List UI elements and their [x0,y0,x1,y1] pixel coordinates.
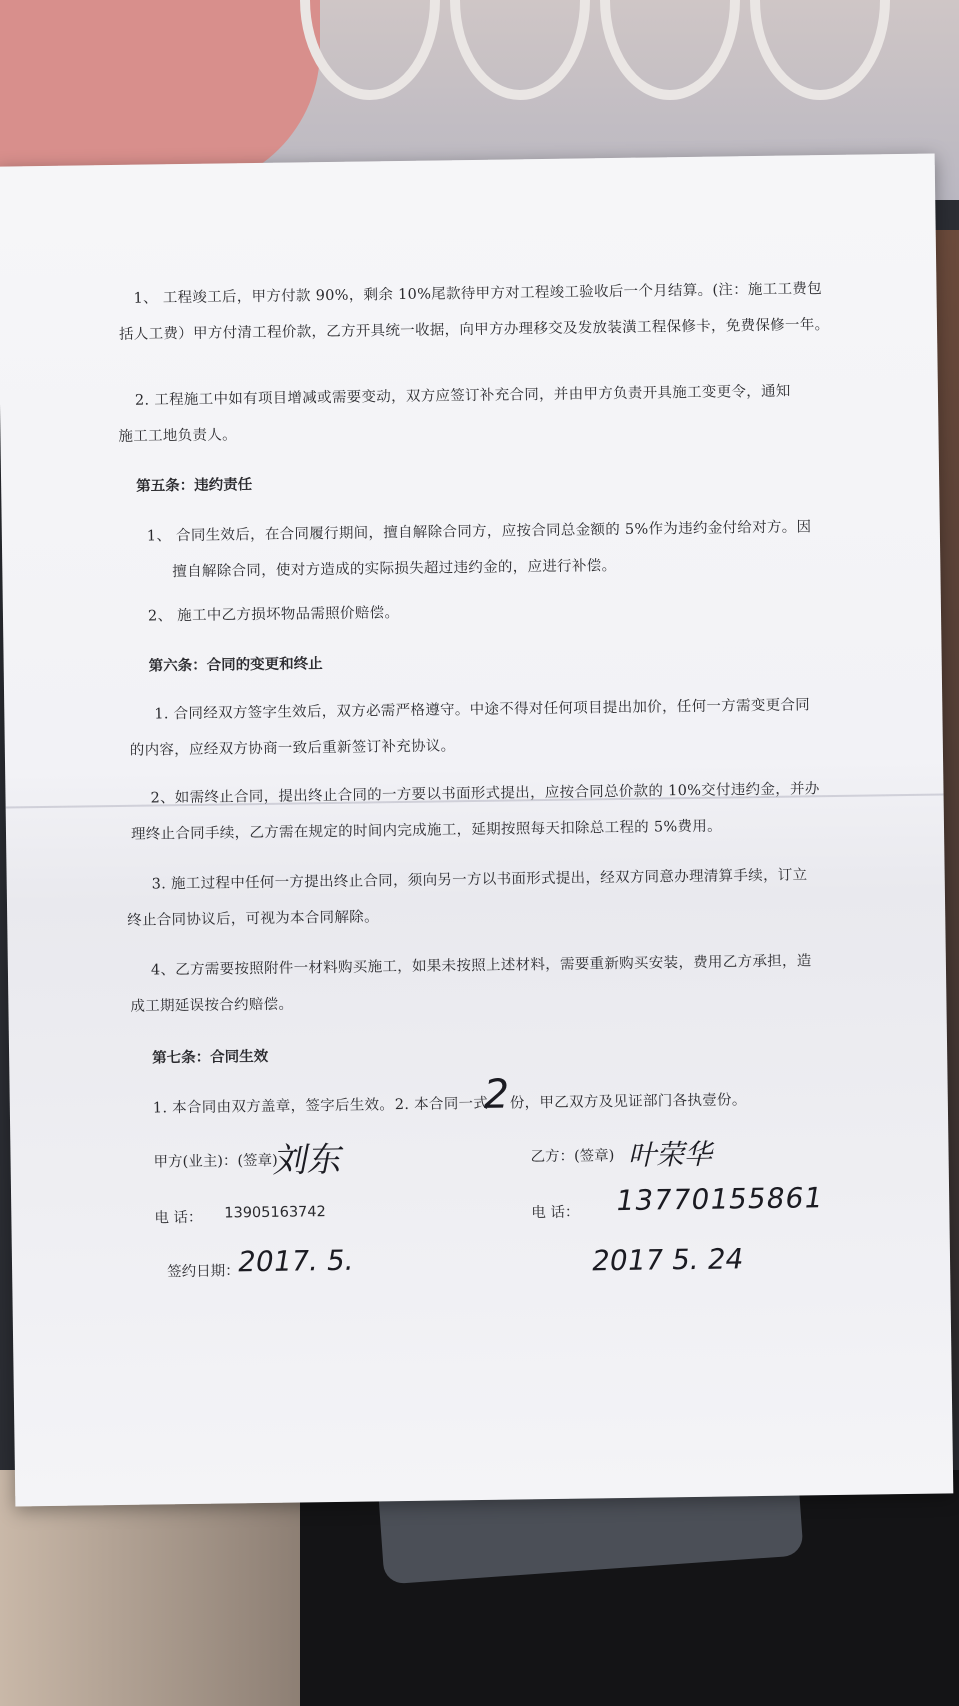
contract-content [0,154,953,1507]
party-b-signature: 叶荣华 [626,1137,719,1172]
sign-date-b-handwritten: 2017 5. 24 [589,1242,747,1278]
s5-item1-line2: 擅自解除合同，使对方造成的实际损失超过违约金的，应进行补偿。 [172,558,617,581]
s7-item2-suffix: 份，甲乙双方及见证部门各执壹份。 [509,1092,747,1112]
s5-item2: 2、 施工中乙方损坏物品需照价赔偿。 [147,605,400,625]
section6-title: 第六条：合同的变更和终止 [148,655,323,675]
s7-item2-prefix: 2. 本合同一式 [394,1095,489,1114]
phone-a: 13905163742 [224,1204,326,1222]
payment-para1-line1: 1、 工程竣工后，甲方付款 90%，剩余 10%尾款待甲方对工程竣工验收后一个月结算。(注：施工工费包 [133,281,823,307]
contract-page [0,154,953,1507]
s5-item1-line1: 1、 合同生效后，在合同履行期间，擅自解除合同方，应按合同总金额的 5%作为违约金付给对方。因 [146,519,812,545]
payment-para2-line2: 施工工地负责人。 [118,427,237,445]
s6-item2-line2: 理终止合同手续，乙方需在规定的时间内完成施工，延期按照每天扣除总工程的 5%费用。 [130,818,723,843]
handwritten-copies-count: 2 [483,1071,510,1118]
party-b-label: 乙方：(签章) [530,1148,615,1166]
s6-item4-line1: 4、乙方需要按照附件一材料购买施工，如果未按照上述材料，需要重新购买安装，费用乙方承担，造 [150,953,812,979]
s6-item1-line2: 的内容，应经双方协商一致后重新签订补充协议。 [129,738,456,759]
phone-label-b: 电 话： [531,1204,580,1222]
s7-item1: 1. 本合同由双方盖章，签字后生效。 [152,1097,395,1117]
s6-item3-line2: 终止合同协议后，可视为本合同解除。 [127,909,379,929]
s6-item3-line1: 3. 施工过程中任何一方提出终止合同，须向另一方以书面形式提出，经双方同意办理清算手续，订立 [151,867,808,893]
phone-b-handwritten: 13770155861 [613,1181,826,1218]
s6-item2-line1: 2、如需终止合同，提出终止合同的一方要以书面形式提出，应按合同总价款的 10%交付违约金，并办 [150,781,820,807]
s6-item1-line1: 1. 合同经双方签字生效后，双方必需严格遵守。中途不得对任何项目提出加价，任何一方需变更合同 [154,697,811,723]
sign-date-a-handwritten: 2017. 5. [235,1243,357,1279]
section5-title: 第五条：违约责任 [136,476,253,495]
party-a-label: 甲方(业主)：(签章) [153,1152,278,1171]
s6-item4-line2: 成工期延误按合约赔偿。 [130,996,294,1015]
section7-title: 第七条：合同生效 [152,1047,269,1067]
payment-para1-line2: 括人工费）甲方付清工程价款，乙方开具统一收据，向甲方办理移交及发放装潢工程保修卡，免费保修一年。 [118,317,830,343]
payment-para2-line1: 2. 工程施工中如有项目增减或需要变动，双方应签订补充合同，并由甲方负责开具施工变更令，通知 [134,383,791,409]
phone-label-a: 电 话： [154,1209,203,1227]
sign-date-label: 签约日期： [167,1263,240,1281]
party-a-signature: 刘东 [270,1139,347,1181]
